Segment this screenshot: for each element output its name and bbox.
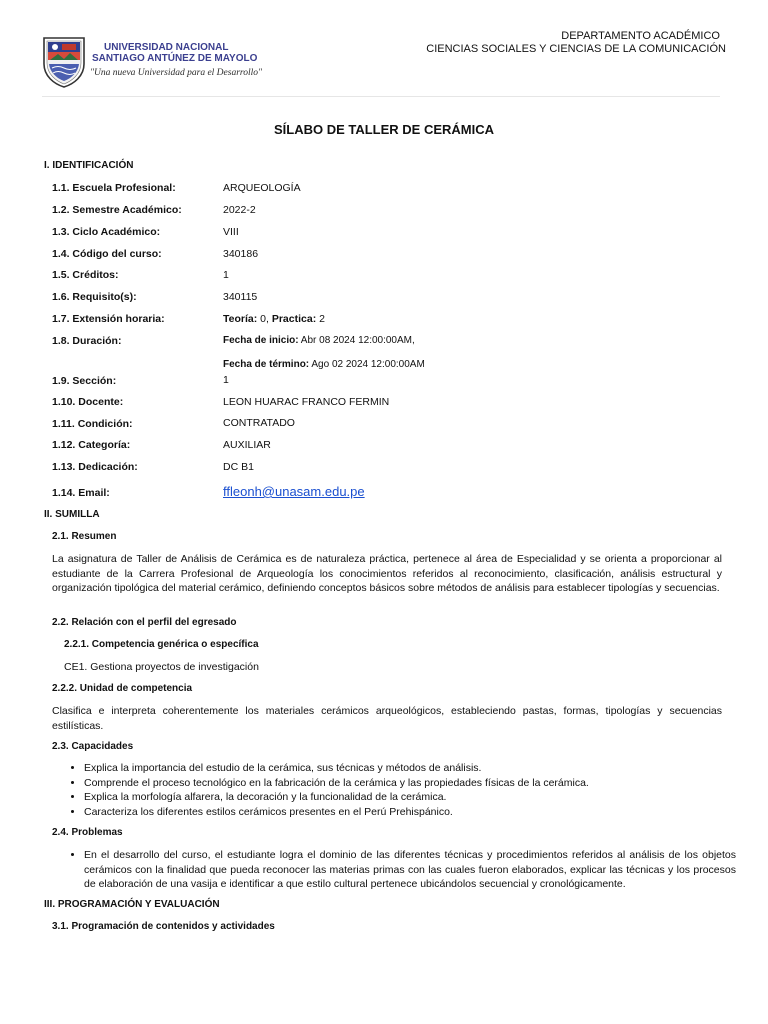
subheading-capacidades: 2.3. Capacidades (52, 741, 134, 752)
subheading-competencia-generica: 2.2.1. Competencia genérica o específica (64, 639, 259, 650)
list-item: • Explica la importancia del estudio de la cerámica, sus técnicas y métodos de análisis. (84, 761, 736, 776)
list-item: • Explica la morfología alfarera, la decoración y la funcionalidad de la cerámica. (84, 790, 736, 805)
field-value-condicion: CONTRATADO (223, 417, 295, 429)
field-label-creditos: 1.5. Créditos: (52, 269, 119, 281)
subheading-contenidos: 3.1. Programación de contenidos y actividades (52, 921, 275, 932)
field-value-fecha-inicio (223, 335, 415, 346)
university-name-line1: UNIVERSIDAD NACIONAL (104, 42, 229, 53)
paragraph-unidad-competencia: Clasifica e interpreta coherentemente los materiales cerámicos arqueológicos, estableciendo pastas, formas, tipologías y secuencias estilísticas. (52, 705, 722, 732)
fecha-inicio-label: Fecha de inicio: (223, 335, 299, 346)
field-label-categoria: 1.12. Categoría: (52, 439, 131, 451)
university-name-line2: SANTIAGO ANTÚNEZ DE MAYOLO (92, 53, 258, 64)
field-value-extension (223, 313, 325, 325)
field-value-ciclo: VIII (223, 226, 239, 238)
list-item: • En el desarrollo del curso, el estudiante logra el dominio de las diferentes técnicas y procedimientos referidos al análisis de los objetos cerámicos con la finalidad que pueda reconocer las materias primas con las cuales fueron elaborados, explicar las técnicas y los procesos de elaboración de una vasija e identificar a que estilo cultural pertenece ubicándolos secuencial y cronológicamente. (84, 848, 736, 892)
department-line2: CIENCIAS SOCIALES Y CIENCIAS DE LA COMUNICACIÓN (426, 43, 726, 55)
header-divider (42, 96, 720, 97)
text-competencia-generica: CE1. Gestiona proyectos de investigación (64, 661, 259, 673)
university-shield-icon (42, 36, 86, 88)
section-heading-identificacion: I. IDENTIFICACIÓN (44, 160, 134, 171)
field-label-duracion: 1.8. Duración: (52, 335, 122, 347)
department-heading (426, 30, 726, 56)
university-logo (42, 36, 282, 88)
practica-value: 2 (316, 313, 325, 325)
field-label-ciclo: 1.3. Ciclo Académico: (52, 226, 161, 238)
field-value-docente: LEON HUARAC FRANCO FERMIN (223, 396, 390, 408)
field-label-email: 1.14. Email: (52, 487, 110, 499)
department-line1: DEPARTAMENTO ACADÉMICO (561, 30, 720, 42)
teoria-value: 0, (257, 313, 269, 325)
subheading-resumen: 2.1. Resumen (52, 531, 117, 542)
subheading-problemas: 2.4. Problemas (52, 827, 123, 838)
university-name (92, 42, 257, 64)
fecha-inicio-value: Abr 08 2024 12:00:00AM, (298, 335, 415, 346)
field-label-dedicacion: 1.13. Dedicación: (52, 461, 138, 473)
section-heading-programacion: III. PROGRAMACIÓN Y EVALUACIÓN (44, 899, 220, 910)
section-heading-sumilla: II. SUMILLA (44, 509, 100, 520)
fecha-termino-value: Ago 02 2024 12:00:00AM (309, 359, 425, 370)
field-label-condicion: 1.11. Condición: (52, 418, 133, 430)
field-value-seccion: 1 (223, 374, 229, 386)
list-capacidades (70, 761, 736, 819)
field-value-requisito: 340115 (223, 291, 258, 303)
field-label-semestre: 1.2. Semestre Académico: (52, 204, 182, 216)
field-label-docente: 1.10. Docente: (52, 396, 124, 408)
field-value-fecha-termino (223, 359, 425, 370)
field-label-requisito: 1.6. Requisito(s): (52, 291, 137, 303)
university-motto: "Una nueva Universidad para el Desarrollo" (90, 68, 263, 78)
list-item: • Comprende el proceso tecnológico en la fabricación de la cerámica y las propiedades físicas de la cerámica. (84, 776, 736, 791)
page-header (42, 30, 726, 94)
fecha-termino-label: Fecha de término: (223, 359, 310, 370)
paragraph-resumen: La asignatura de Taller de Análisis de Cerámica es de naturaleza práctica, pertenece al área de Especialidad y se orienta a proporcionar al estudiante de la Carrera Profesional de Arqueología los conocimientos referidos al reconocimiento, clasificación, análisis estructural y organización tipológica del material cerámico, definiendo conceptos básicos sobre métodos de análisis para establecer tipologías y secuencias. (52, 553, 722, 594)
field-label-seccion: 1.9. Sección: (52, 375, 117, 387)
field-label-codigo: 1.4. Código del curso: (52, 248, 162, 260)
list-problemas (70, 848, 736, 892)
field-value-categoria: AUXILIAR (223, 439, 271, 451)
subheading-unidad-competencia: 2.2.2. Unidad de competencia (52, 683, 193, 694)
field-label-extension: 1.7. Extensión horaria: (52, 313, 165, 325)
field-value-semestre: 2022-2 (223, 204, 256, 216)
field-value-escuela: ARQUEOLOGÍA (223, 182, 301, 194)
subheading-relacion: 2.2. Relación con el perfil del egresado (52, 617, 237, 628)
document-title: SÍLABO DE TALLER DE CERÁMICA (273, 122, 495, 137)
practica-label: Practica: (268, 313, 317, 325)
field-value-codigo: 340186 (223, 248, 259, 260)
field-value-dedicacion: DC B1 (223, 461, 254, 473)
teoria-label: Teoría: (223, 313, 258, 325)
list-item: • Caracteriza los diferentes estilos cerámicos presentes en el Perú Prehispánico. (84, 805, 736, 820)
field-label-escuela: 1.1. Escuela Profesional: (52, 182, 176, 194)
email-link[interactable]: ffleonh@unasam.edu.pe (223, 484, 365, 499)
field-value-creditos: 1 (223, 269, 229, 281)
